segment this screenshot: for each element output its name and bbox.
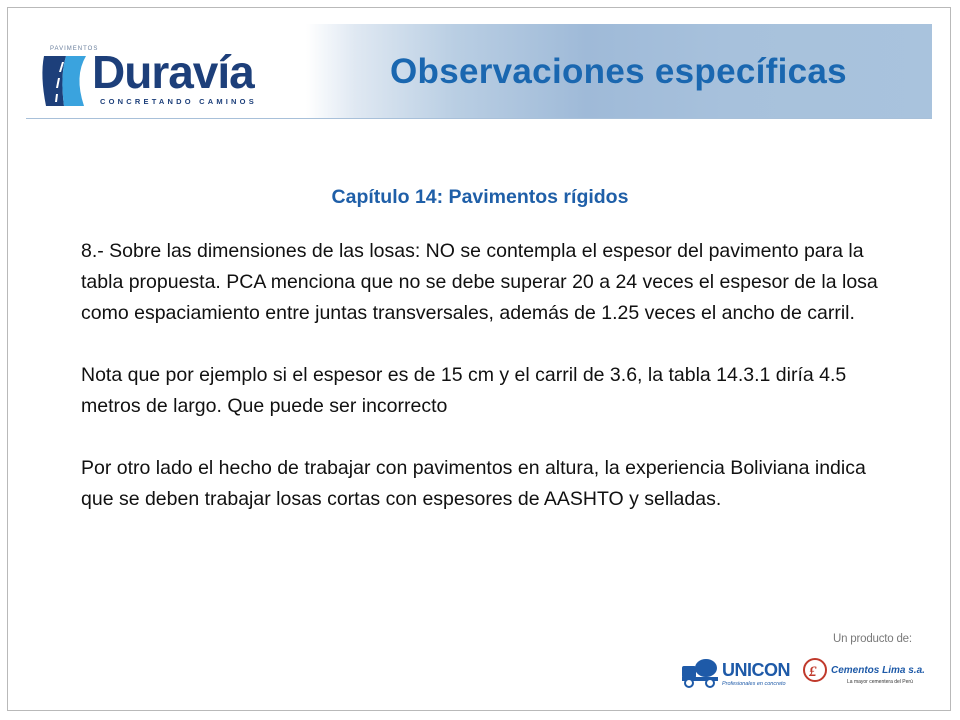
mixer-truck-icon	[682, 659, 718, 687]
svg-text:PAVIMENTOS: PAVIMENTOS	[50, 46, 99, 52]
unicon-wordmark: UNICON	[722, 660, 790, 680]
cementos-wordmark: Cementos Lima s.a.	[831, 665, 925, 676]
logo-tagline: CONCRETANDO CAMINOS	[100, 97, 257, 106]
chapter-subtitle: Capítulo 14: Pavimentos rígidos	[331, 186, 629, 208]
cementos-lima-logo	[802, 654, 927, 694]
logo-wordmark: Duravía	[92, 46, 254, 98]
paragraph: Nota que por ejemplo si el espesor es de 15 cm y el carril de 3.6, la tabla 14.3.1 diría 4.5 metros de largo. Que puede ser incorrecto	[81, 364, 847, 417]
cementos-tagline: La mayor cementera del Perú	[847, 679, 913, 685]
body-text	[81, 236, 886, 546]
unicon-tagline: Profesionales en concreto	[722, 681, 786, 687]
paragraph: Por otro lado el hecho de trabajar con pavimentos en altura, la experiencia Boliviana indica que se deben trabajar losas cortas con espesores de AASHTO y selladas.	[81, 457, 866, 510]
svg-text:£: £	[809, 664, 817, 680]
duravia-logo	[36, 36, 286, 110]
footer-label: Un producto de:	[833, 633, 912, 645]
page-title: Observaciones específicas	[390, 52, 847, 91]
paragraph: 8.- Sobre las dimensiones de las losas: NO se contempla el espesor del pavimento para la tabla propuesta. PCA menciona que no se debe superar 20 a 24 veces el espesor de la losa como espaciamiento entre juntas transversales, además de 1.25 veces el ancho de carril.	[81, 240, 878, 324]
road-icon	[42, 56, 86, 106]
unicon-logo	[680, 652, 792, 692]
header-divider	[26, 118, 932, 119]
cementos-emblem-icon	[804, 659, 826, 681]
